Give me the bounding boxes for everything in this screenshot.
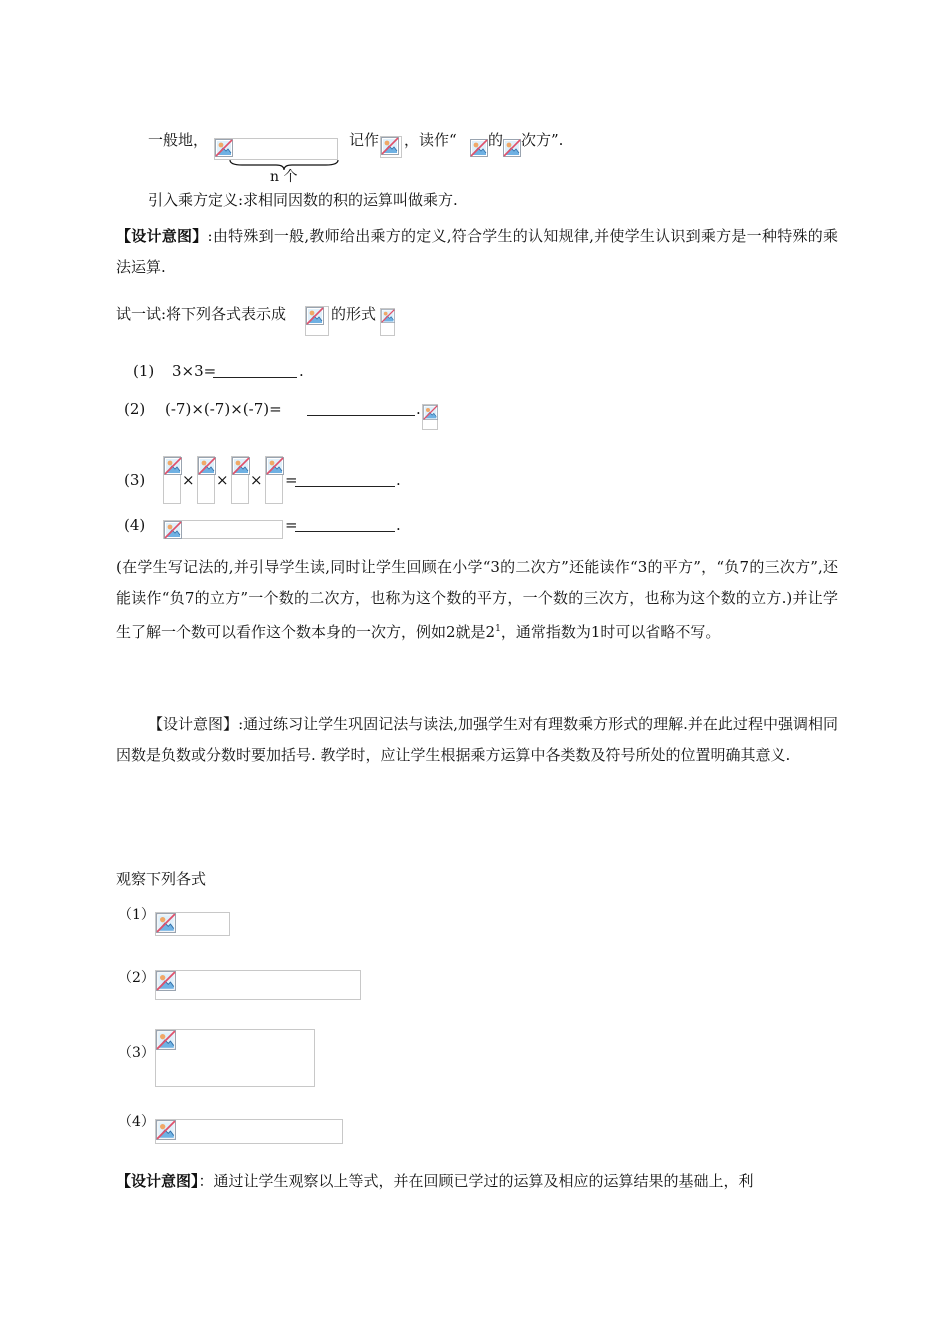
exercise-1-num: (1)	[133, 362, 155, 380]
exercise-4-num: (4)	[124, 516, 146, 534]
broken-image-icon	[381, 309, 395, 323]
observe-item-4-num: （4）	[118, 1114, 155, 1130]
product-expression-image	[214, 138, 338, 160]
observe-item-1-num: （1）	[118, 907, 155, 923]
design-intent-2: 【设计意图】:通过练习让学生巩固记法与读法,加强学生对有理数乘方形式的理解.并在此过程中强调相同因数是负数或分数时要加括号. 教学时，应让学生根据乘方运算中各类数及符号所处的位置明确其意义.	[116, 715, 838, 764]
observe-item-3-num: （3）	[118, 1045, 155, 1061]
broken-image-icon	[156, 1030, 176, 1050]
exercise-1-expr: 3×3=	[172, 362, 217, 380]
broken-image-icon	[232, 457, 250, 475]
definition-text: 引入乘方定义:求相同因数的积的运算叫做乘方.	[148, 191, 458, 209]
broken-image-icon	[215, 139, 233, 157]
broken-image-icon	[470, 139, 488, 157]
design-intent-tag: 【设计意图】	[148, 715, 239, 733]
line1-prefix: 一般地，	[148, 131, 209, 149]
broken-image-icon	[156, 971, 176, 991]
exercise-2-image	[422, 404, 438, 430]
observe-item-2-num: （2）	[118, 970, 155, 986]
broken-image-icon	[503, 139, 521, 157]
power-form-image-2	[380, 308, 395, 336]
observe-item-1-image	[155, 912, 230, 936]
exercise-2-expr: (-7)×(-7)×(-7)=	[165, 400, 282, 418]
fraction-image-1	[163, 456, 181, 504]
broken-image-icon	[164, 521, 182, 539]
exponent-image	[503, 139, 521, 159]
broken-image-icon	[156, 1120, 176, 1140]
jizuo-text: 记作	[349, 131, 380, 149]
broken-image-icon	[381, 137, 399, 155]
base-image	[470, 139, 488, 159]
design-intent-3: 【设计意图】：通过让学生观察以上等式，并在回顾已学过的运算及相应的运算结果的基础上，利	[116, 1172, 754, 1190]
exercise-3-num: (3)	[124, 471, 146, 489]
design-intent-tag: 【设计意图】	[116, 1172, 199, 1190]
power-notation-image	[380, 136, 402, 158]
teaching-note: (在学生写记法的,并引导学生读,同时让学生回顾在小学“3的二次方”还能读作“3的平方”，“负7的三次方”,还能读作“负7的立方”一个数的二次方，也称为这个数的平方，一个数的三次方，也称为这个数的立方.)并让学生了解一个数可以看作这个数本身的一次方，例如2就是$2^1$，通常指数为1时可以省略不写。	[116, 558, 838, 641]
try-lead: 试一试:将下列各式表示成	[116, 305, 287, 323]
de-text: 的	[488, 131, 504, 149]
broken-image-icon	[423, 405, 438, 420]
broken-image-icon	[266, 457, 284, 475]
broken-image-icon	[156, 913, 176, 933]
broken-image-icon	[306, 307, 324, 325]
observe-item-3-image	[155, 1029, 315, 1087]
design-intent-1: 【设计意图】:由特殊到一般,教师给出乘方的定义,符合学生的认知规律,并使学生认识到乘方是一种特殊的乘法运算.	[116, 227, 838, 276]
power-form-image	[305, 306, 329, 336]
fraction-image-2	[197, 456, 215, 504]
cifang-text: 次方”.	[521, 131, 564, 149]
try-mid: 的形式	[331, 305, 377, 323]
answer-blank-1[interactable]	[213, 362, 297, 378]
answer-blank-4[interactable]	[295, 516, 395, 532]
duzuo-text: ，读作“	[404, 131, 457, 149]
answer-blank-2[interactable]	[307, 400, 415, 416]
brace-label: n 个	[270, 169, 298, 185]
broken-image-icon	[198, 457, 216, 475]
observe-item-2-image	[155, 970, 361, 1000]
observe-item-4-image	[155, 1119, 343, 1144]
exercise-2-num: (2)	[124, 400, 146, 418]
exercise-4-image	[163, 520, 283, 539]
fraction-image-4	[265, 456, 283, 504]
broken-image-icon	[164, 457, 182, 475]
design-intent-tag: 【设计意图】	[116, 227, 208, 245]
observe-title: 观察下列各式	[116, 870, 207, 888]
answer-blank-3[interactable]	[295, 471, 395, 487]
fraction-image-3	[231, 456, 249, 504]
